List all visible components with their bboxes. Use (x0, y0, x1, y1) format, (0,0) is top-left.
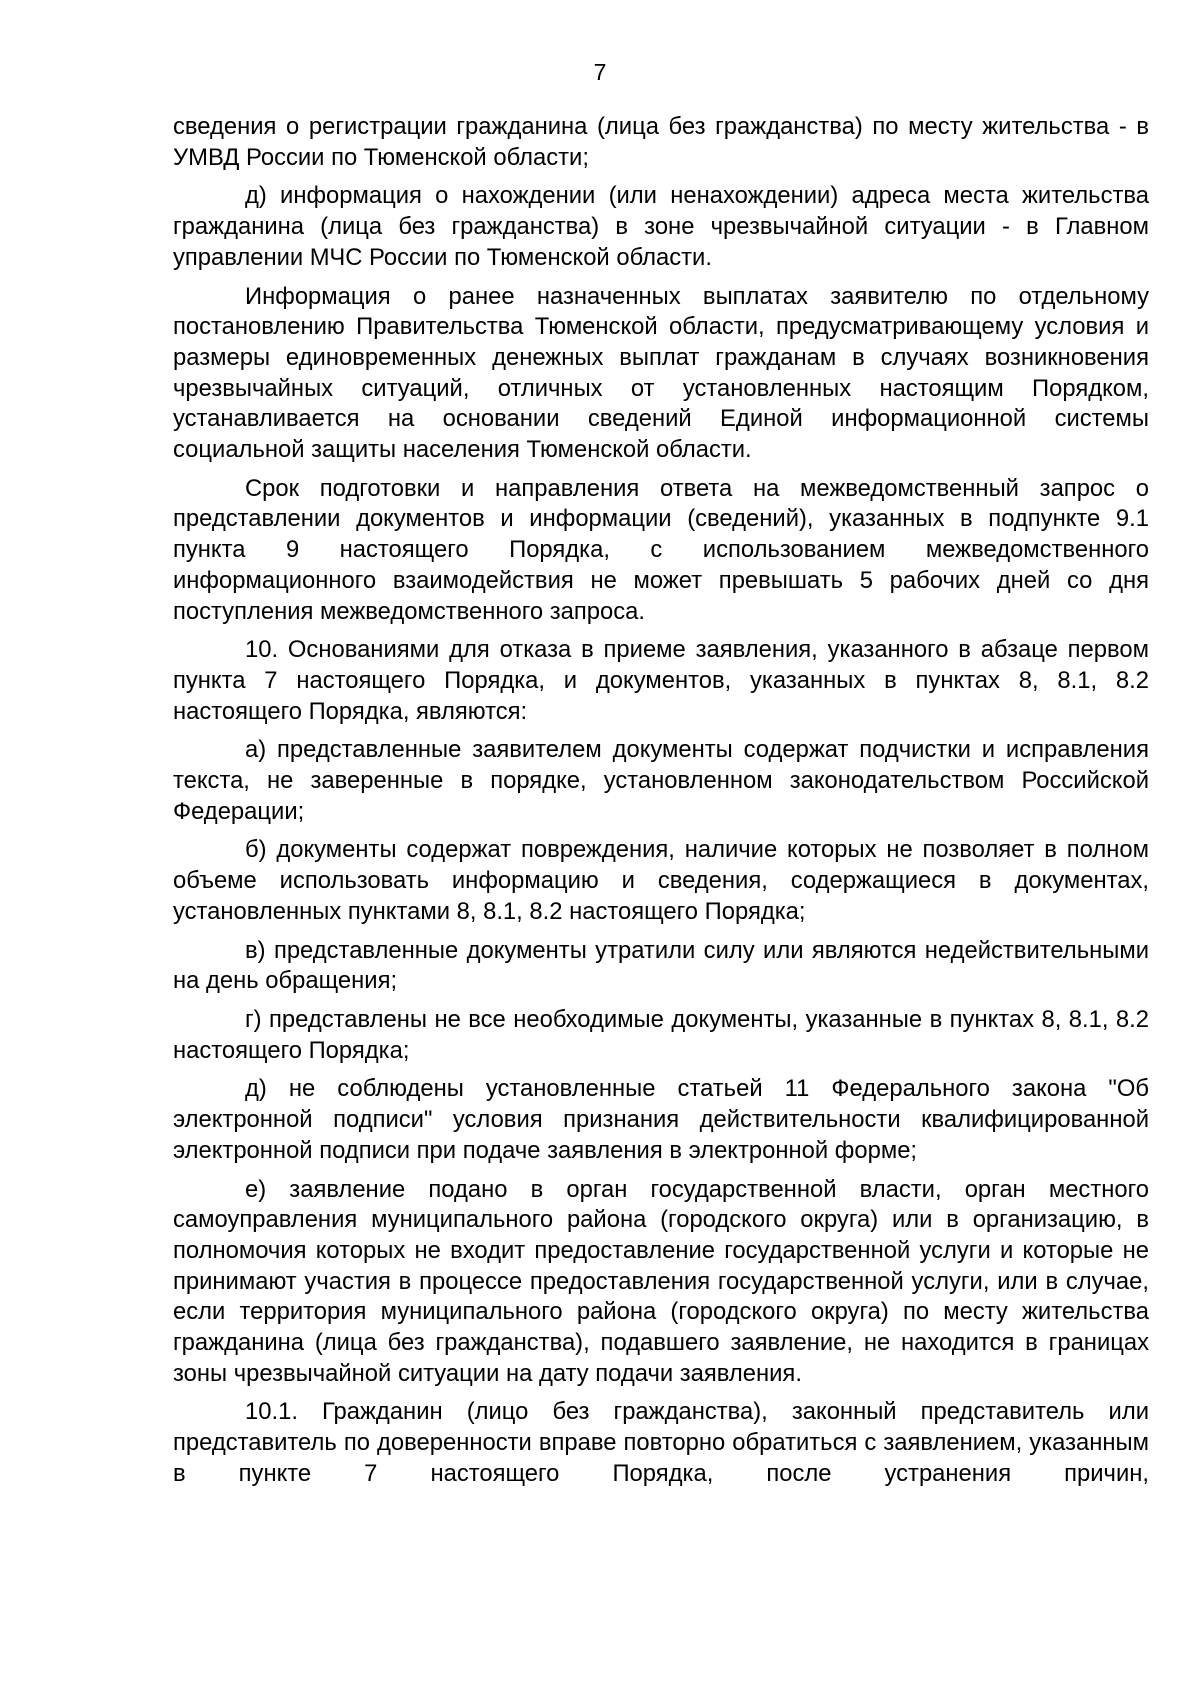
paragraph-item-b: б) документы содержат повреждения, наличие которых не позволяет в полном объеме использовать информацию и сведения, содержащиеся в документах, установленных пунктами 8, 8.1, 8.2 настоящего Порядка; (173, 836, 1149, 925)
paragraph-item-e: е) заявление подано в орган государственной власти, орган местного самоуправления муниципального района (городского округа) или в организацию, в полномочия которых не входит предоставление государственной услуги и которые не принимают участия в процессе предоставления государственной услуги, или в случае, если территория муниципального района (городского округа) по месту жительства гражданина (лица без гражданства), подавшего заявление, не находится в границах зоны чрезвычайной ситуации на дату подачи заявления. (173, 1175, 1149, 1387)
paragraph-registration-info: сведения о регистрации гражданина (лица без гражданства) по месту жительства - в УМВД России по Тюменской области; (173, 113, 1149, 171)
paragraph-section-10: 10. Основаниями для отказа в приеме заявления, указанного в абзаце первом пункта 7 настоящего Порядка, и документов, указанных в пунктах 8, 8.1, 8.2 настоящего Порядка, являются: (173, 636, 1149, 725)
paragraph-item-g: г) представлены не все необходимые документы, указанные в пунктах 8, 8.1, 8.2 настоящего Порядка; (173, 1005, 1149, 1064)
paragraph-item-v: в) представленные документы утратили силу или являются недействительными на день обращения; (173, 936, 1149, 995)
document-body (173, 112, 1149, 1498)
page-number: 7 (593, 59, 607, 85)
paragraph-item-a: а) представленные заявителем документы содержат подчистки и исправления текста, не заверенные в порядке, установленном законодательством Российской Федерации; (173, 736, 1149, 825)
paragraph-item-d-residence: д) информация о нахождении (или ненахождении) адреса места жительства гражданина (лица без гражданства) в зоне чрезвычайной ситуации - в Главном управлении МЧС России по Тюменской области. (173, 182, 1149, 271)
paragraph-previous-payments: Информация о ранее назначенных выплатах заявителю по отдельному постановлению Правительства Тюменской области, предусматривающему условия и размеры единовременных денежных выплат гражданам в случаях возникновения чрезвычайных ситуаций, отличных от установленных настоящим Порядком, устанавливается на основании сведений Единой информационной системы социальной защиты населения Тюменской области. (173, 282, 1149, 464)
paragraph-item-d-signature: д) не соблюдены установленные статьей 11 Федерального закона "Об электронной подписи" условия признания действительности квалифицированной электронной подписи при подаче заявления в электронной форме; (173, 1075, 1149, 1164)
paragraph-response-deadline: Срок подготовки и направления ответа на межведомственный запрос о представлении документов и информации (сведений), указанных в подпункте 9.1 пункта 9 настоящего Порядка, с использованием межведомственного информационного взаимодействия не может превышать 5 рабочих дней со дня поступления межведомственного запроса. (173, 474, 1149, 625)
paragraph-section-10-1: 10.1. Гражданин (лицо без гражданства), законный представитель или представитель по доверенности вправе повторно обратиться с заявлением, указанным в пункте 7 настоящего Порядка, после устранения причин, (173, 1398, 1149, 1487)
